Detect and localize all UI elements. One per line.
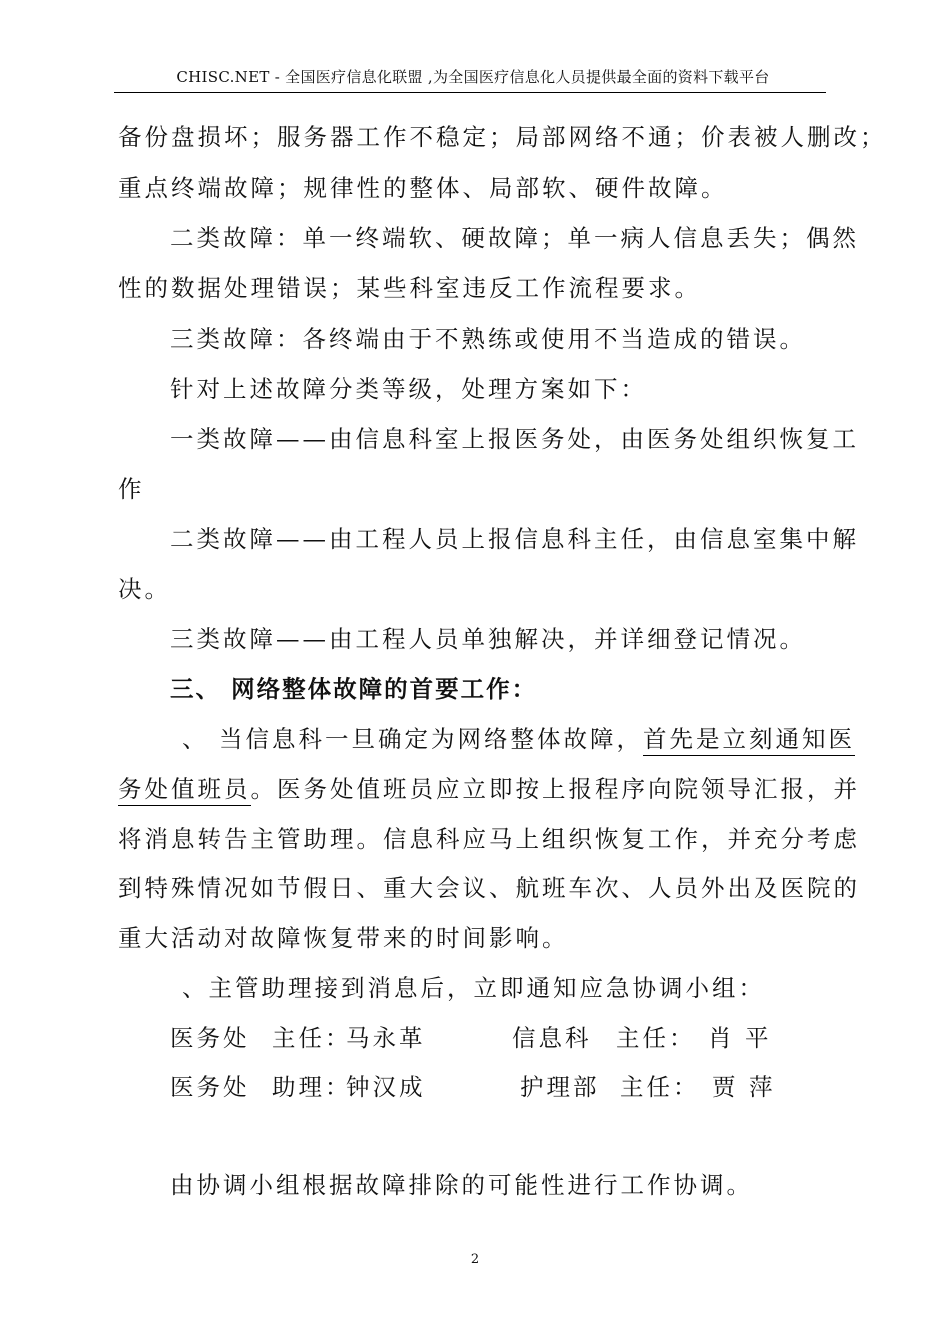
body-line: 针对上述故障分类等级，处理方案如下： — [170, 375, 647, 403]
contact-name: 贾 萍 — [712, 1073, 776, 1101]
contact-dept: 信息科 — [512, 1024, 592, 1052]
contact-name: 肖 平 — [708, 1024, 772, 1052]
body-line: 三类故障——由工程人员单独解决，并详细登记情况。 — [170, 625, 806, 653]
contact-role: 主任： — [272, 1024, 352, 1052]
underlined-text: 首先是立刻通知医 — [643, 725, 855, 756]
body-line: 决。 — [118, 575, 171, 603]
body-line: 重大活动对故障恢复带来的时间影响。 — [118, 924, 569, 952]
header-rule — [114, 92, 826, 93]
body-line: 性的数据处理错误；某些科室违反工作流程要求。 — [118, 274, 701, 302]
body-line: 作 — [118, 475, 145, 503]
body-line: 重点终端故障；规律性的整体、局部软、硬件故障。 — [118, 174, 728, 202]
contact-role: 主任： — [620, 1073, 700, 1101]
page-number: 2 — [470, 1252, 480, 1267]
body-line: 备份盘损坏；服务器工作不稳定；局部网络不通；价表被人删改； — [118, 123, 887, 151]
contact-dept: 医务处 — [170, 1024, 250, 1052]
contact-role: 主任： — [616, 1024, 696, 1052]
contact-dept: 护理部 — [520, 1073, 600, 1101]
page-header: CHISC.NET - 全国医疗信息化联盟 ,为全国医疗信息化人员提供最全面的资料下载平台 — [176, 68, 770, 86]
body-line: 、主管助理接到消息后，立即通知应急协调小组： — [182, 974, 765, 1002]
body-line: 二类故障——由工程人员上报信息科主任，由信息室集中解 — [170, 525, 859, 553]
underlined-text: 务处值班员 — [118, 775, 251, 806]
body-line: 由协调小组根据故障排除的可能性进行工作协调。 — [170, 1171, 753, 1199]
body-line — [118, 770, 860, 804]
body-text: 、 当信息科一旦确定为网络整体故障， — [182, 725, 643, 753]
body-line: 一类故障——由信息科室上报医务处，由医务处组织恢复工 — [170, 425, 859, 453]
body-text: 。医务处值班员应立即按上报程序向院领导汇报，并 — [250, 775, 860, 803]
section-heading: 三、 网络整体故障的首要工作： — [170, 675, 538, 703]
contact-role: 助理： — [272, 1073, 352, 1101]
body-line: 到特殊情况如节假日、重大会议、航班车次、人员外出及医院的 — [118, 874, 860, 902]
body-line: 三类故障：各终端由于不熟练或使用不当造成的错误。 — [170, 325, 806, 353]
body-line: 二类故障：单一终端软、硬故障；单一病人信息丢失；偶然 — [170, 224, 859, 252]
contact-dept: 医务处 — [170, 1073, 250, 1101]
contact-name: 马永革 — [346, 1024, 426, 1052]
body-line: 将消息转告主管助理。信息科应马上组织恢复工作，并充分考虑 — [118, 825, 860, 853]
contact-name: 钟汉成 — [346, 1073, 426, 1101]
body-line — [182, 720, 855, 754]
